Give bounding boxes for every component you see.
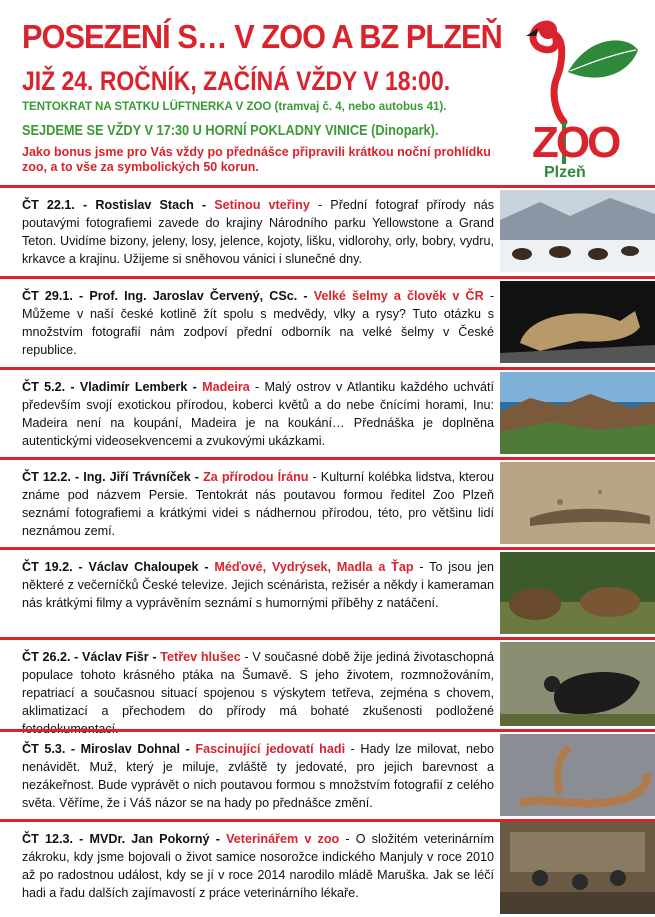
lecture-speaker: ČT 26.2. - Václav Fišr - [22, 650, 157, 664]
lecture-topic: Madeira [202, 380, 250, 394]
bears-photo [500, 552, 655, 634]
lecture-speaker: ČT 5.2. - Vladimír Lemberk - [22, 380, 197, 394]
lynx-photo [500, 281, 655, 363]
venue-info: TENTOKRAT NA STATKU LÜFTNERKA V ZOO (tramvaj č. 4, nebo autobus 41). [22, 101, 447, 113]
bonus-info: Jako bonus jsme pro Vás vždy po přednášce připravili krátkou noční prohlídku zoo, a to vše za symbolických 50 korun. [22, 145, 491, 174]
poster-title: POSEZENÍ S… V ZOO A BZ PLZEŇ [22, 18, 502, 55]
lecture-description: - Můžeme v naší české kotlině žít spolu s medvědy, vlky a rysy? Tuto otázku s množstvím fotografií nám zodpoví přední odborník na velké šelmy v České republice. [22, 289, 495, 357]
lecture-entry [0, 370, 655, 456]
lecture-topic: Tetřev hlušec [160, 650, 241, 664]
lecture-entry [0, 188, 655, 275]
poster-header [0, 0, 655, 183]
madeira-photo [500, 372, 655, 454]
lecture-topic: Fascinující jedovatí hadi [195, 742, 346, 756]
lecture-topic: Veterinářem v zoo [226, 832, 340, 846]
logo-word: ZOO [532, 118, 619, 167]
lecture-speaker: ČT 29.1. - Prof. Ing. Jaroslav Červený, CSc. - [22, 289, 308, 303]
lecture-entry [0, 279, 655, 366]
lecture-entry [0, 550, 655, 636]
lecture-description: - V současné době žije jediná životaschopná populace tohoto krásného ptáka na Šumavě. S jeho životem, rozmnožováním, repatriací a současnou situací spojenou s výskytem tetřeva, zejména s chovem, aklimatizací a přechodem do přírody má bohaté zkušenosti podložené [22, 650, 495, 718]
lecture-description: - To jsou jen některé z večerníčků České televize. Jejich scénárista, režisér a někdy i kameraman nás krátkými filmy a vyprávěním seznámí s humornými příběhy z natáčení. [22, 560, 495, 610]
logo-city: Plzeň [544, 164, 586, 181]
lecture-entry [0, 460, 655, 546]
lecture-speaker: ČT 19.2. - Václav Chaloupek - [22, 560, 209, 574]
lecture-speaker: ČT 22.1. - Rostislav Stach - [22, 198, 207, 212]
lecture-speaker: ČT 12.3. - MVDr. Jan Pokorný - [22, 832, 220, 846]
lecture-speaker: ČT 5.3. - Miroslav Dohnal - [22, 742, 190, 756]
lecture-description: - Přední fotograf přírody nás poutavými fotografiemi zavede do krajiny Národního parku Yellowstone a Grand Teton. Uvidíme bizony, jeleny, losy, jelence, kojoty, lišku, vidlorohy, orly, bobry, vydru, krkavce a krajinu. Užijeme si sněhovou vánici i slunečné dny. [22, 198, 494, 266]
lecture-description: - O složitém veterinárním zákroku, kdy jsme bojovali o život samice nosorožce indického Manjuly v roce 2010 až po radostnou událost, kdy se jí v roce 2014 narodilo mládě Maruška. Jak se léčí hadi a řadu dalších zajímavostí z práce veterinárního lékaře. [22, 832, 495, 900]
bison-photo [500, 190, 655, 272]
lecture-speaker: ČT 12.2. - Ing. Jiří Trávníček - [22, 470, 199, 484]
lecture-topic: Za přírodou Íránu [203, 470, 309, 484]
lecture-entry [0, 732, 655, 818]
lecture-entry [0, 822, 655, 914]
lecture-description: - Hady lze milovat, nebo nenávidět. Muž, který je miluje, zvláště ty jedovaté, pro jejich barevnost a nezákeřnost. Bude vyprávět o nich poutavou formou s množstvím fotografií z celého světa. Věříme, že i Váš názor se na hady po přednášce změní. [22, 742, 495, 810]
poster-subtitle: JIŽ 24. ROČNÍK, ZAČÍNÁ VŽDY V 18:00. [22, 66, 451, 96]
lecture-topic: Velké šelmy a člověk v ČR [313, 289, 484, 303]
snake-photo [500, 734, 655, 816]
zoo-logo [518, 14, 640, 186]
lecture-topic: Méďové, Vydrýsek, Madla a Ťap [214, 560, 414, 574]
capercaillie-photo [500, 642, 655, 726]
meeting-info: SEJDEME SE VŽDY V 17:30 U HORNÍ POKLADNY VINICE (Dinopark). [22, 123, 439, 139]
lecture-description: - Kulturní kolébka lidstva, kterou známe pod názvem Persie. Tentokrát nás poutavou formou ředitel Zoo Plzeň seznámí fotografiemi a krátkými videi s nádhernou přírodou, této, pro většinu lidí neznámou zemí. [22, 470, 495, 538]
veterinary-photo [500, 822, 655, 914]
lizard-photo [500, 462, 655, 544]
lecture-description: - Malý ostrov v Atlantiku každého uchvátí především svojí exotickou přírodou, koberci květů a do nebe čnícími horami, Inu: Madeira není na koupání, Madeira je na koukání… Přednáška je doplněna autentickými videosekvencemi a zvukovými ukázkami. [22, 380, 494, 448]
lecture-entry [0, 640, 655, 728]
lecture-topic: Setinou vteřiny [214, 198, 310, 212]
